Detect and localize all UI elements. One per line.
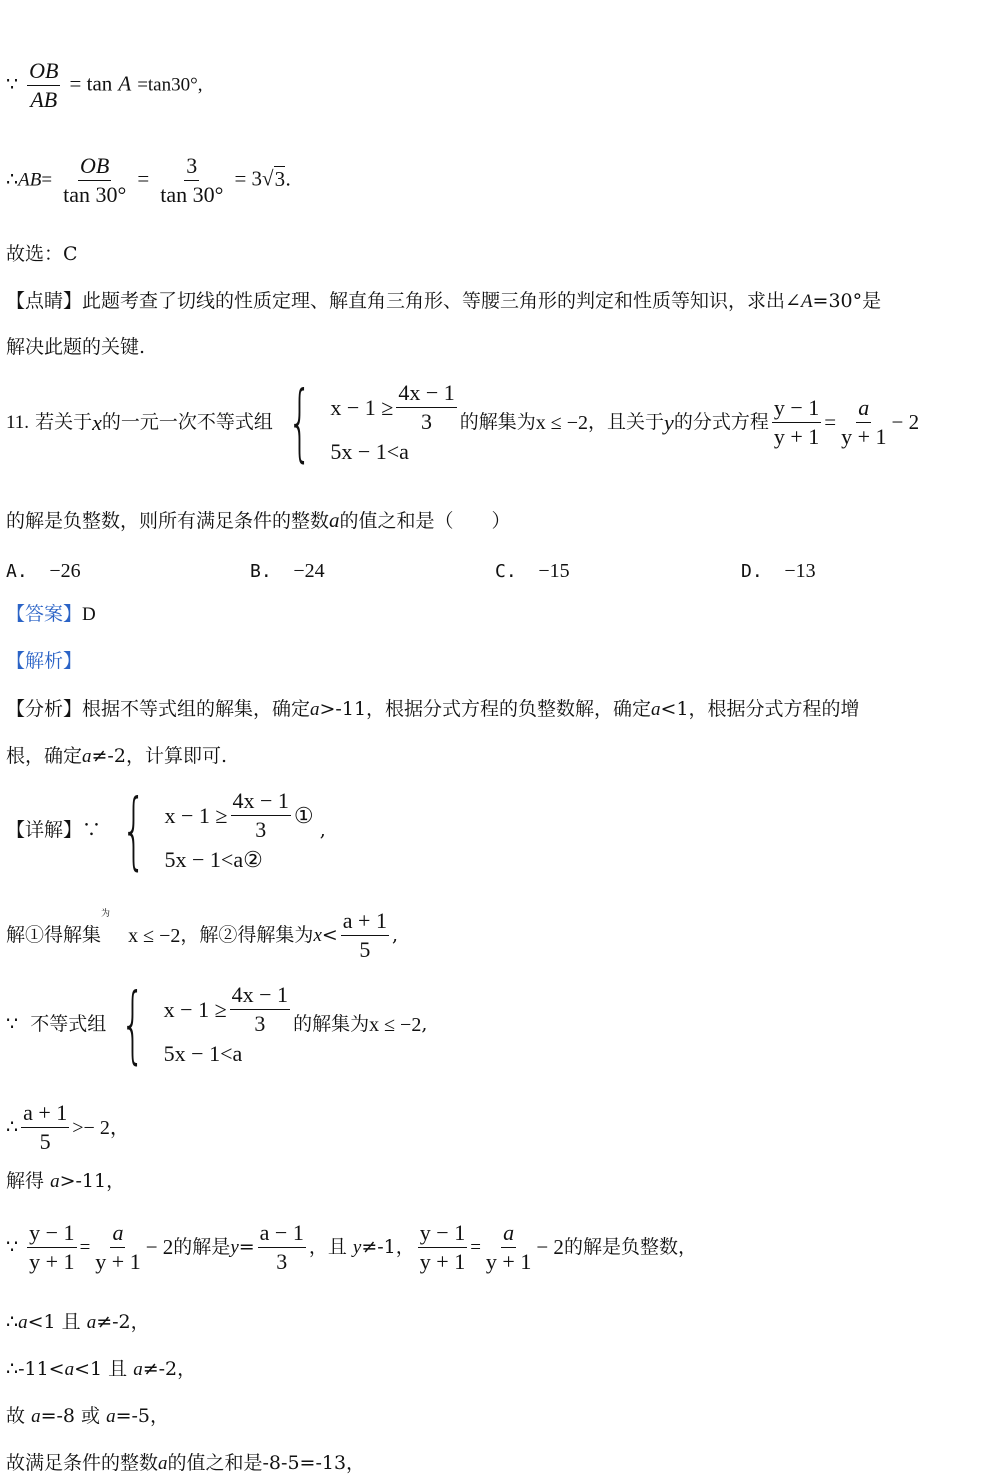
because-symbol: ∵ <box>6 73 19 96</box>
detail-because-line: ∵ 不等式组 { x − 1 ≥ $\frac{4x - 1}{3}$ 5x − 1<a 的解集为 x ≤ −2 , <box>6 974 428 1073</box>
fraction-y-minus-1: $\frac{y - 1}{y + 1}$ <box>773 395 820 449</box>
question-11: 11. 若关于 x 的一元一次不等式组 { x − 1 ≥ $\frac{4x - 1}{3}$ 5x − 1<a 的解集为 x ≤ −2 ，且关于 y 的分式方程 $\frac{y - 1}{y + 1}$ = $\frac{a}{y + 1}$ − 2 <box>6 372 920 471</box>
choice-line: 故选：C <box>6 243 78 265</box>
fraction-ob-tan30: $\frac{OB}{\tan 30^\circ}$ <box>63 153 127 207</box>
detail-line-20: 故 a=-8 或 a=-5， <box>6 1405 170 1427</box>
option-a[interactable]: A. −26 <box>6 560 81 582</box>
option-d[interactable]: D. −13 <box>741 560 816 582</box>
left-brace: { <box>287 372 312 471</box>
detail-line-19: ∴-11<a<1 且 a≠-2， <box>6 1358 197 1380</box>
line-ab-value: ∴AB= $\frac{OB}{\tan 30^\circ}$ = $\frac{3}{\tan 30^\circ}$ = 3√3. <box>6 153 292 207</box>
detail-solve-a: 解得 a>-11， <box>6 1170 126 1192</box>
fraction-a-over-y: $\frac{a}{y + 1}$ <box>841 395 887 449</box>
detail-line-21: 故满足条件的整数a的值之和是-8-5=-13， <box>6 1452 366 1474</box>
inequality-system: { x − 1 ≥ $\frac{4x - 1}{3}$ 5x − 1<a <box>287 372 455 471</box>
detail-line-18: ∴a<1 且 a≠-2， <box>6 1311 150 1333</box>
analysis-tag: 【解析】 <box>6 650 83 672</box>
detail-equation-line: ∵ $\frac{y - 1}{y + 1}$ = $\frac{a}{y + 1}$ − 2 的解是 y = $\frac{a - 1}{3}$ ，且 y ≠-1， $\frac{y - 1}{y + 1}$ = $\frac{a}{y + 1}$ − 2 的解是负整数， <box>6 1220 697 1274</box>
comment-line-1: 【点睛】此题考查了切线的性质定理、解直角三角形、等腰三角形的判定和性质等知识，求出∠A=30°是 <box>6 290 882 312</box>
detail-solve-line: 解①得解集 为 x ≤ −2 ，解②得解集为 x < a + 1 5 , <box>6 908 399 962</box>
inequality-system-numbered: { x − 1 ≥ $\frac{4x - 1}{3}$ ① 5x − 1<a ② <box>121 780 314 879</box>
sqrt-3: 3 <box>274 166 286 191</box>
analysis-line-2: 根，确定a≠-2，计算即可. <box>6 745 227 767</box>
option-c[interactable]: C. −15 <box>495 560 570 582</box>
detail-system-line: 【详解】∵ { x − 1 ≥ $\frac{4x - 1}{3}$ ① 5x − 1<a ② , <box>6 780 326 879</box>
fraction-ob-ab: $\frac{OB}{AB}$ <box>29 58 59 112</box>
comment-line-2: 解决此题的关键. <box>6 336 146 358</box>
analysis-line-1: 【分析】根据不等式组的解集，确定a>-11，根据分式方程的负整数解，确定a<1，根据分式方程的增 <box>6 698 860 720</box>
line-tan-relation: ∵ $\frac{OB}{AB}$ = tan A =tan30°, <box>6 58 203 112</box>
answer-line: 【答案】D <box>6 603 96 625</box>
question-11-line-2: 的解是负整数，则所有满足条件的整数a的值之和是（ ） <box>6 508 511 532</box>
option-b[interactable]: B. −24 <box>250 560 325 582</box>
fraction-3-tan30: $\frac{3}{\tan 30^\circ}$ <box>160 153 224 207</box>
detail-therefore-line: ∴ a + 1 5 >− 2， <box>6 1100 130 1154</box>
